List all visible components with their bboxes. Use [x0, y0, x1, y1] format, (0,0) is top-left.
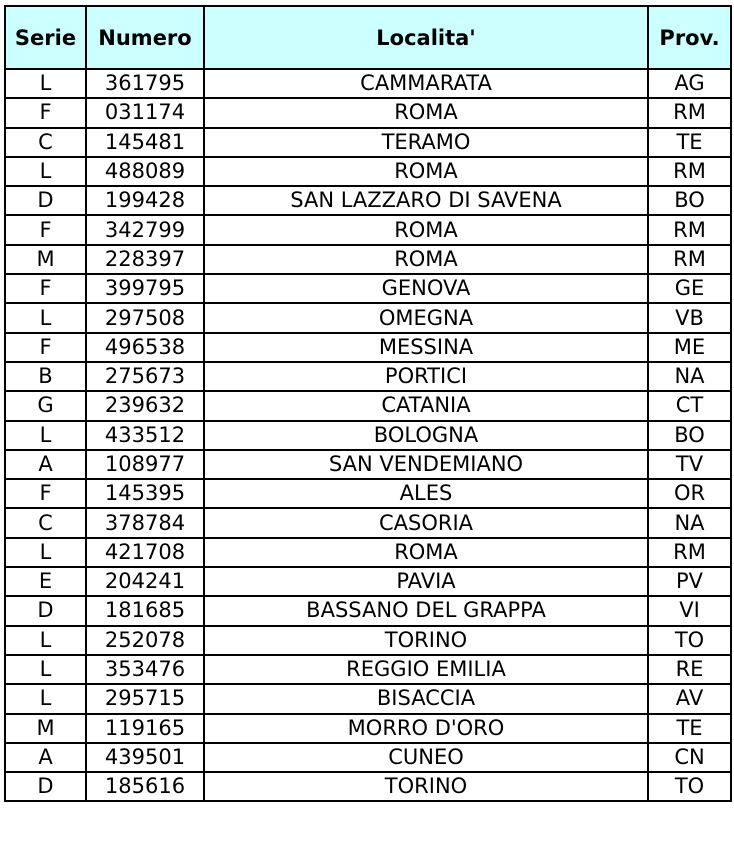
cell-serie: L: [5, 303, 86, 332]
cell-localita: CASORIA: [204, 508, 648, 537]
lottery-results-table: [4, 5, 732, 802]
cell-prov: RM: [648, 245, 731, 274]
cell-prov: RM: [648, 215, 731, 244]
cell-numero: 204241: [86, 567, 204, 596]
cell-prov: TO: [648, 626, 731, 655]
cell-prov: RM: [648, 98, 731, 127]
cell-numero: 181685: [86, 596, 204, 625]
cell-numero: 145395: [86, 479, 204, 508]
cell-serie: M: [5, 714, 86, 743]
cell-serie: L: [5, 684, 86, 713]
cell-prov: AV: [648, 684, 731, 713]
cell-localita: CATANIA: [204, 391, 648, 420]
cell-serie: L: [5, 421, 86, 450]
cell-prov: RM: [648, 157, 731, 186]
cell-serie: L: [5, 69, 86, 98]
cell-serie: L: [5, 655, 86, 684]
table-row: [5, 508, 731, 537]
cell-prov: NA: [648, 362, 731, 391]
cell-serie: D: [5, 772, 86, 801]
table-row: [5, 391, 731, 420]
header-numero: Numero: [86, 6, 204, 69]
table-row: [5, 450, 731, 479]
cell-numero: 342799: [86, 215, 204, 244]
cell-prov: RE: [648, 655, 731, 684]
table-body: [5, 69, 731, 801]
cell-prov: OR: [648, 479, 731, 508]
cell-prov: BO: [648, 186, 731, 215]
header-row: [5, 6, 731, 69]
cell-localita: ROMA: [204, 245, 648, 274]
cell-numero: 353476: [86, 655, 204, 684]
cell-numero: 496538: [86, 333, 204, 362]
table-header: [5, 6, 731, 69]
cell-numero: 488089: [86, 157, 204, 186]
cell-serie: E: [5, 567, 86, 596]
table-row: [5, 274, 731, 303]
cell-numero: 145481: [86, 128, 204, 157]
header-serie: Serie: [5, 6, 86, 69]
cell-localita: TERAMO: [204, 128, 648, 157]
cell-localita: GENOVA: [204, 274, 648, 303]
cell-prov: BO: [648, 421, 731, 450]
table-row: [5, 98, 731, 127]
cell-numero: 361795: [86, 69, 204, 98]
cell-prov: TE: [648, 714, 731, 743]
cell-serie: D: [5, 596, 86, 625]
cell-serie: F: [5, 274, 86, 303]
cell-numero: 252078: [86, 626, 204, 655]
cell-localita: SAN VENDEMIANO: [204, 450, 648, 479]
cell-serie: D: [5, 186, 86, 215]
table-row: [5, 684, 731, 713]
cell-serie: G: [5, 391, 86, 420]
cell-localita: ROMA: [204, 98, 648, 127]
cell-numero: 185616: [86, 772, 204, 801]
cell-prov: RM: [648, 538, 731, 567]
table-row: [5, 128, 731, 157]
cell-serie: A: [5, 743, 86, 772]
cell-prov: TV: [648, 450, 731, 479]
cell-localita: BASSANO DEL GRAPPA: [204, 596, 648, 625]
cell-numero: 399795: [86, 274, 204, 303]
table-row: [5, 655, 731, 684]
cell-numero: 275673: [86, 362, 204, 391]
cell-localita: OMEGNA: [204, 303, 648, 332]
cell-numero: 433512: [86, 421, 204, 450]
table-row: [5, 157, 731, 186]
cell-prov: PV: [648, 567, 731, 596]
cell-serie: L: [5, 157, 86, 186]
cell-numero: 108977: [86, 450, 204, 479]
cell-prov: GE: [648, 274, 731, 303]
table-row: [5, 743, 731, 772]
cell-localita: MORRO D'ORO: [204, 714, 648, 743]
cell-prov: AG: [648, 69, 731, 98]
table-row: [5, 303, 731, 332]
cell-numero: 031174: [86, 98, 204, 127]
cell-serie: L: [5, 538, 86, 567]
cell-prov: TE: [648, 128, 731, 157]
cell-serie: F: [5, 98, 86, 127]
table-row: [5, 333, 731, 362]
table-row: [5, 215, 731, 244]
cell-prov: CN: [648, 743, 731, 772]
cell-prov: VI: [648, 596, 731, 625]
table-row: [5, 714, 731, 743]
cell-localita: PORTICI: [204, 362, 648, 391]
table-row: [5, 362, 731, 391]
cell-localita: CUNEO: [204, 743, 648, 772]
cell-localita: PAVIA: [204, 567, 648, 596]
cell-localita: ROMA: [204, 538, 648, 567]
header-localita: Localita': [204, 6, 648, 69]
cell-localita: ALES: [204, 479, 648, 508]
cell-localita: BISACCIA: [204, 684, 648, 713]
table-row: [5, 538, 731, 567]
table-row: [5, 772, 731, 801]
cell-numero: 421708: [86, 538, 204, 567]
cell-numero: 239632: [86, 391, 204, 420]
cell-prov: NA: [648, 508, 731, 537]
cell-serie: B: [5, 362, 86, 391]
table-row: [5, 186, 731, 215]
table-row: [5, 421, 731, 450]
cell-localita: CAMMARATA: [204, 69, 648, 98]
cell-prov: VB: [648, 303, 731, 332]
header-prov: Prov.: [648, 6, 731, 69]
cell-serie: M: [5, 245, 86, 274]
cell-numero: 199428: [86, 186, 204, 215]
cell-numero: 295715: [86, 684, 204, 713]
cell-numero: 297508: [86, 303, 204, 332]
cell-localita: ROMA: [204, 215, 648, 244]
cell-numero: 378784: [86, 508, 204, 537]
cell-prov: ME: [648, 333, 731, 362]
table-row: [5, 69, 731, 98]
cell-serie: C: [5, 508, 86, 537]
cell-serie: C: [5, 128, 86, 157]
cell-prov: TO: [648, 772, 731, 801]
cell-numero: 439501: [86, 743, 204, 772]
cell-serie: F: [5, 333, 86, 362]
cell-serie: F: [5, 479, 86, 508]
cell-prov: CT: [648, 391, 731, 420]
cell-localita: REGGIO EMILIA: [204, 655, 648, 684]
cell-numero: 228397: [86, 245, 204, 274]
cell-localita: SAN LAZZARO DI SAVENA: [204, 186, 648, 215]
cell-serie: L: [5, 626, 86, 655]
cell-localita: TORINO: [204, 626, 648, 655]
cell-localita: MESSINA: [204, 333, 648, 362]
table-row: [5, 567, 731, 596]
table-row: [5, 596, 731, 625]
cell-localita: BOLOGNA: [204, 421, 648, 450]
cell-serie: F: [5, 215, 86, 244]
cell-localita: TORINO: [204, 772, 648, 801]
cell-serie: A: [5, 450, 86, 479]
cell-numero: 119165: [86, 714, 204, 743]
table-row: [5, 245, 731, 274]
cell-localita: ROMA: [204, 157, 648, 186]
table-row: [5, 479, 731, 508]
table-row: [5, 626, 731, 655]
